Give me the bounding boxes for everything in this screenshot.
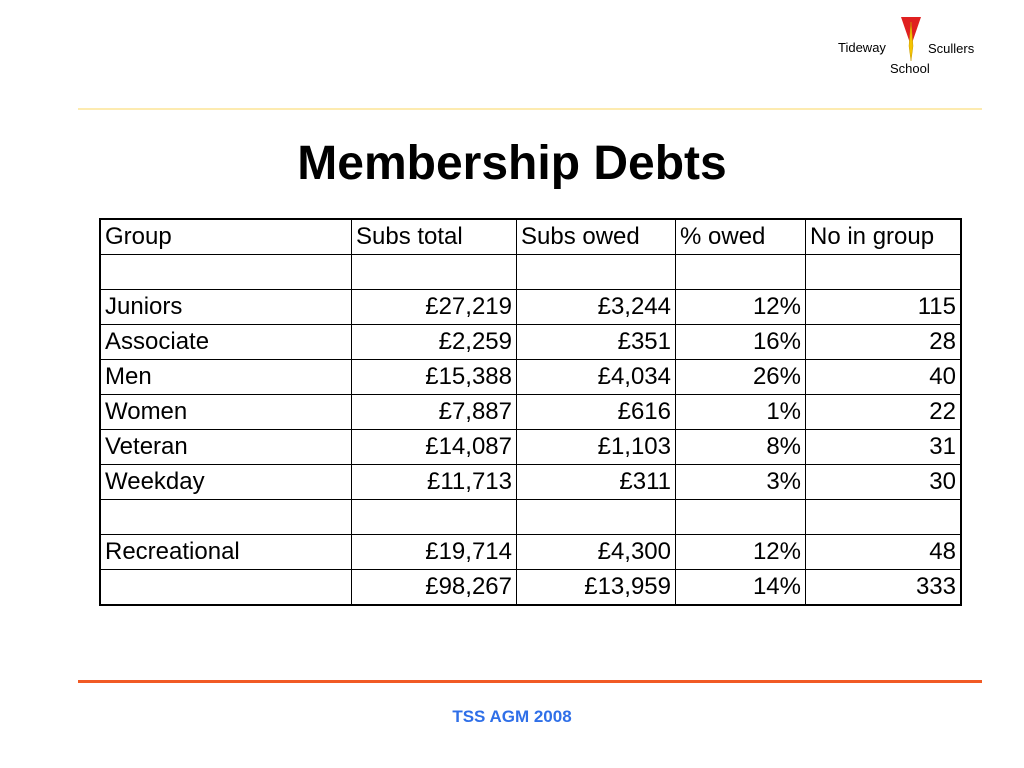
page-title: Membership Debts <box>297 137 727 190</box>
table-row <box>100 465 961 500</box>
cell-no-in-group: 22 <box>806 395 962 430</box>
cell-group: Associate <box>100 325 352 360</box>
table-row <box>100 570 961 606</box>
table-row <box>100 325 961 360</box>
cell-percent-owed: 16% <box>676 325 806 360</box>
cell-percent-owed: 3% <box>676 465 806 500</box>
header-group: Group <box>100 219 352 255</box>
school-logo <box>830 16 1000 82</box>
cell-subs-total: £98,267 <box>352 570 517 606</box>
cell-subs-owed: £4,300 <box>517 535 676 570</box>
cell-no-in-group: 115 <box>806 290 962 325</box>
cell-percent-owed: 8% <box>676 430 806 465</box>
header-no-in-group: No in group <box>806 219 962 255</box>
logo-word-tideway: Tideway <box>838 40 886 55</box>
cell-no-in-group: 30 <box>806 465 962 500</box>
cell-subs-owed: £4,034 <box>517 360 676 395</box>
logo-word-school: School <box>890 61 930 76</box>
membership-debts-table <box>99 218 962 606</box>
table-row <box>100 395 961 430</box>
table-row <box>100 255 961 290</box>
logo-word-scullers: Scullers <box>928 41 975 56</box>
cell-no-in-group <box>806 255 962 290</box>
cell-subs-owed <box>517 255 676 290</box>
header-subs-owed: Subs owed <box>517 219 676 255</box>
cell-subs-total: £14,087 <box>352 430 517 465</box>
cell-no-in-group: 31 <box>806 430 962 465</box>
table-row <box>100 360 961 395</box>
cell-no-in-group: 333 <box>806 570 962 606</box>
cell-subs-owed: £351 <box>517 325 676 360</box>
table-row <box>100 430 961 465</box>
cell-percent-owed <box>676 255 806 290</box>
cell-group: Juniors <box>100 290 352 325</box>
cell-group: Recreational <box>100 535 352 570</box>
cell-percent-owed: 12% <box>676 290 806 325</box>
cell-percent-owed <box>676 500 806 535</box>
header-percent-owed: % owed <box>676 219 806 255</box>
cell-group: Men <box>100 360 352 395</box>
cell-subs-total: £15,388 <box>352 360 517 395</box>
table-row <box>100 500 961 535</box>
cell-subs-total: £11,713 <box>352 465 517 500</box>
cell-subs-owed: £1,103 <box>517 430 676 465</box>
cell-subs-total <box>352 500 517 535</box>
header-subs-total: Subs total <box>352 219 517 255</box>
table-row <box>100 290 961 325</box>
cell-group <box>100 500 352 535</box>
cell-group: Weekday <box>100 465 352 500</box>
oar-shield-icon <box>900 16 922 62</box>
table-row <box>100 535 961 570</box>
cell-percent-owed: 12% <box>676 535 806 570</box>
cell-subs-total: £2,259 <box>352 325 517 360</box>
cell-subs-total: £19,714 <box>352 535 517 570</box>
cell-group: Veteran <box>100 430 352 465</box>
top-divider <box>78 108 982 110</box>
cell-subs-owed: £3,244 <box>517 290 676 325</box>
footer-text: TSS AGM 2008 <box>452 707 572 726</box>
cell-percent-owed: 14% <box>676 570 806 606</box>
cell-no-in-group: 40 <box>806 360 962 395</box>
cell-percent-owed: 1% <box>676 395 806 430</box>
cell-percent-owed: 26% <box>676 360 806 395</box>
cell-subs-owed <box>517 500 676 535</box>
cell-group <box>100 255 352 290</box>
cell-subs-owed: £13,959 <box>517 570 676 606</box>
cell-no-in-group: 48 <box>806 535 962 570</box>
cell-subs-total <box>352 255 517 290</box>
bottom-divider <box>78 680 982 683</box>
cell-subs-total: £7,887 <box>352 395 517 430</box>
cell-group: Women <box>100 395 352 430</box>
cell-no-in-group <box>806 500 962 535</box>
cell-subs-owed: £311 <box>517 465 676 500</box>
cell-group <box>100 570 352 606</box>
table-header-row <box>100 219 961 255</box>
cell-no-in-group: 28 <box>806 325 962 360</box>
cell-subs-owed: £616 <box>517 395 676 430</box>
cell-subs-total: £27,219 <box>352 290 517 325</box>
